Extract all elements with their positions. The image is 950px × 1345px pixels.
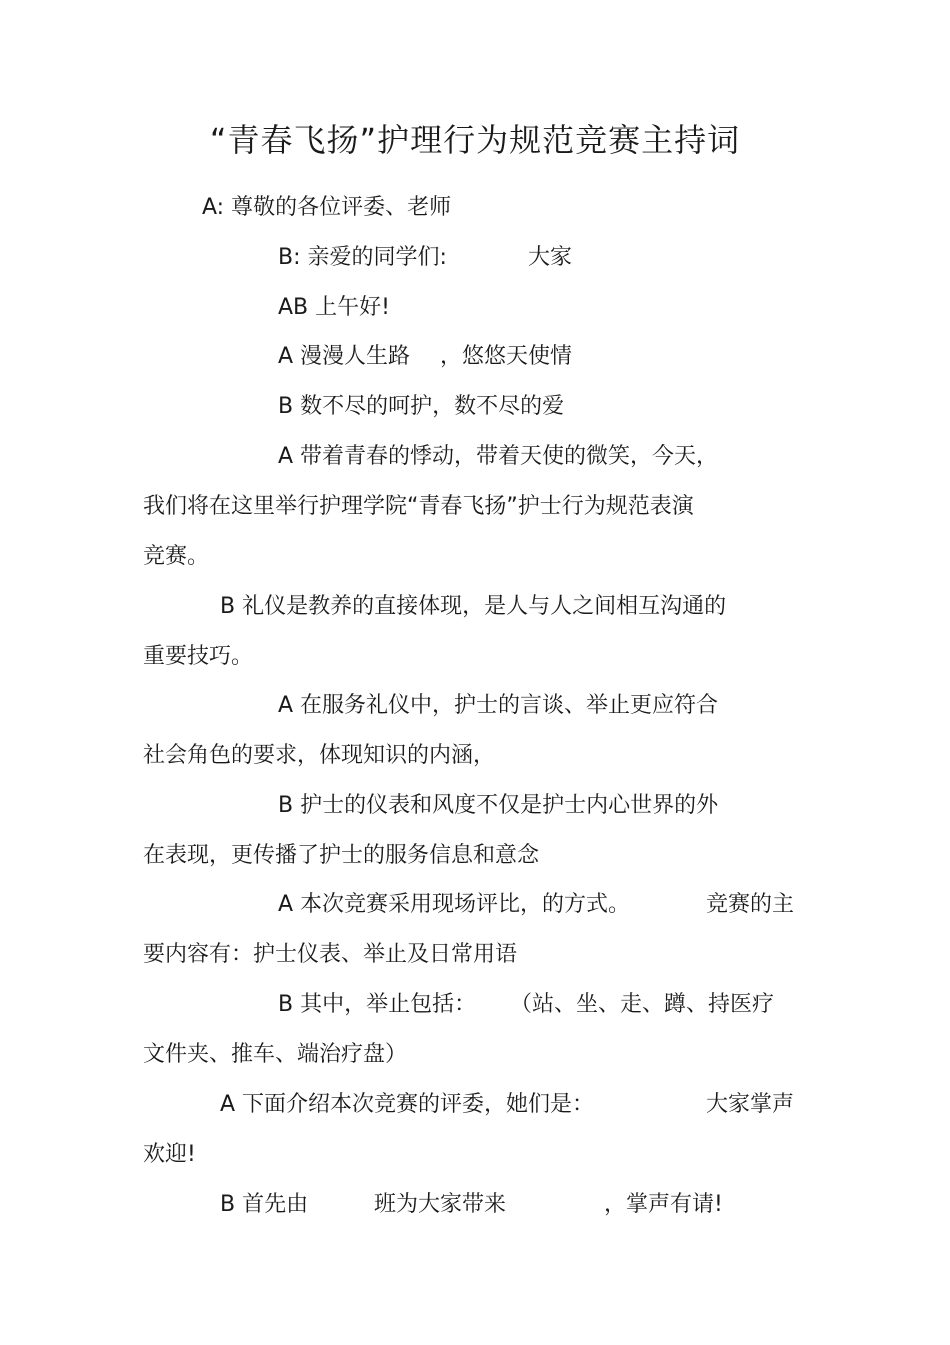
line-a-greeting: A: 尊敬的各位评委、老师	[202, 195, 452, 220]
document-title: “青春飞扬”护理行为规范竞赛主持词	[209, 121, 741, 159]
line-a-judges-tail: 大家掌声	[706, 1092, 795, 1117]
line-a-service-2: 社会角色的要求，体现知识的内涵，	[143, 743, 496, 768]
line-a-intro-1: A 带着青春的悸动，带着天使的微笑，今天，	[278, 444, 719, 469]
line-b-appearance-1: B 护士的仪表和风度不仅是护士内心世界的外	[278, 793, 719, 818]
line-ab-greeting: AB 上午好!	[278, 295, 390, 320]
line-b-first-applause: ，掌声有请!	[604, 1192, 723, 1217]
line-a-format-2: 要内容有：护士仪表、举止及日常用语	[143, 942, 518, 967]
line-b-etiquette-2: 重要技巧。	[143, 644, 254, 669]
line-b-first-class: 班为大家带来	[374, 1192, 507, 1217]
line-b-poem: B 数不尽的呵护，数不尽的爱	[278, 394, 565, 419]
line-b-first: B 首先由	[220, 1192, 309, 1217]
line-a-intro-3: 竞赛。	[143, 544, 210, 569]
line-b-appearance-2: 在表现，更传播了护士的服务信息和意念	[143, 843, 540, 868]
line-a-format-1: A 本次竞赛采用现场评比，的方式。	[278, 892, 631, 917]
line-a-poem-1: A 漫漫人生路	[278, 344, 411, 369]
line-a-format-tail: 竞赛的主	[706, 892, 795, 917]
line-a-service-1: A 在服务礼仪中，护士的言谈、举止更应符合	[278, 693, 719, 718]
line-a-judges-2: 欢迎!	[143, 1142, 196, 1167]
line-a-intro-2: 我们将在这里举行护理学院“青春飞扬”护士行为规范表演	[143, 494, 694, 519]
line-b-behavior-list: （站、坐、走、蹲、持医疗	[510, 992, 775, 1017]
line-a-judges-1: A 下面介绍本次竞赛的评委，她们是：	[220, 1092, 595, 1117]
line-b-greeting: B: 亲爱的同学们:	[278, 245, 447, 270]
line-b-greeting-tail: 大家	[528, 245, 573, 270]
line-a-poem-2: ，悠悠天使情	[440, 344, 573, 369]
line-b-etiquette-1: B 礼仪是教养的直接体现，是人与人之间相互沟通的	[220, 594, 727, 619]
line-b-behavior-2: 文件夹、推车、端治疗盘）	[143, 1042, 408, 1067]
line-b-behavior-1: B 其中，举止包括：	[278, 992, 477, 1017]
